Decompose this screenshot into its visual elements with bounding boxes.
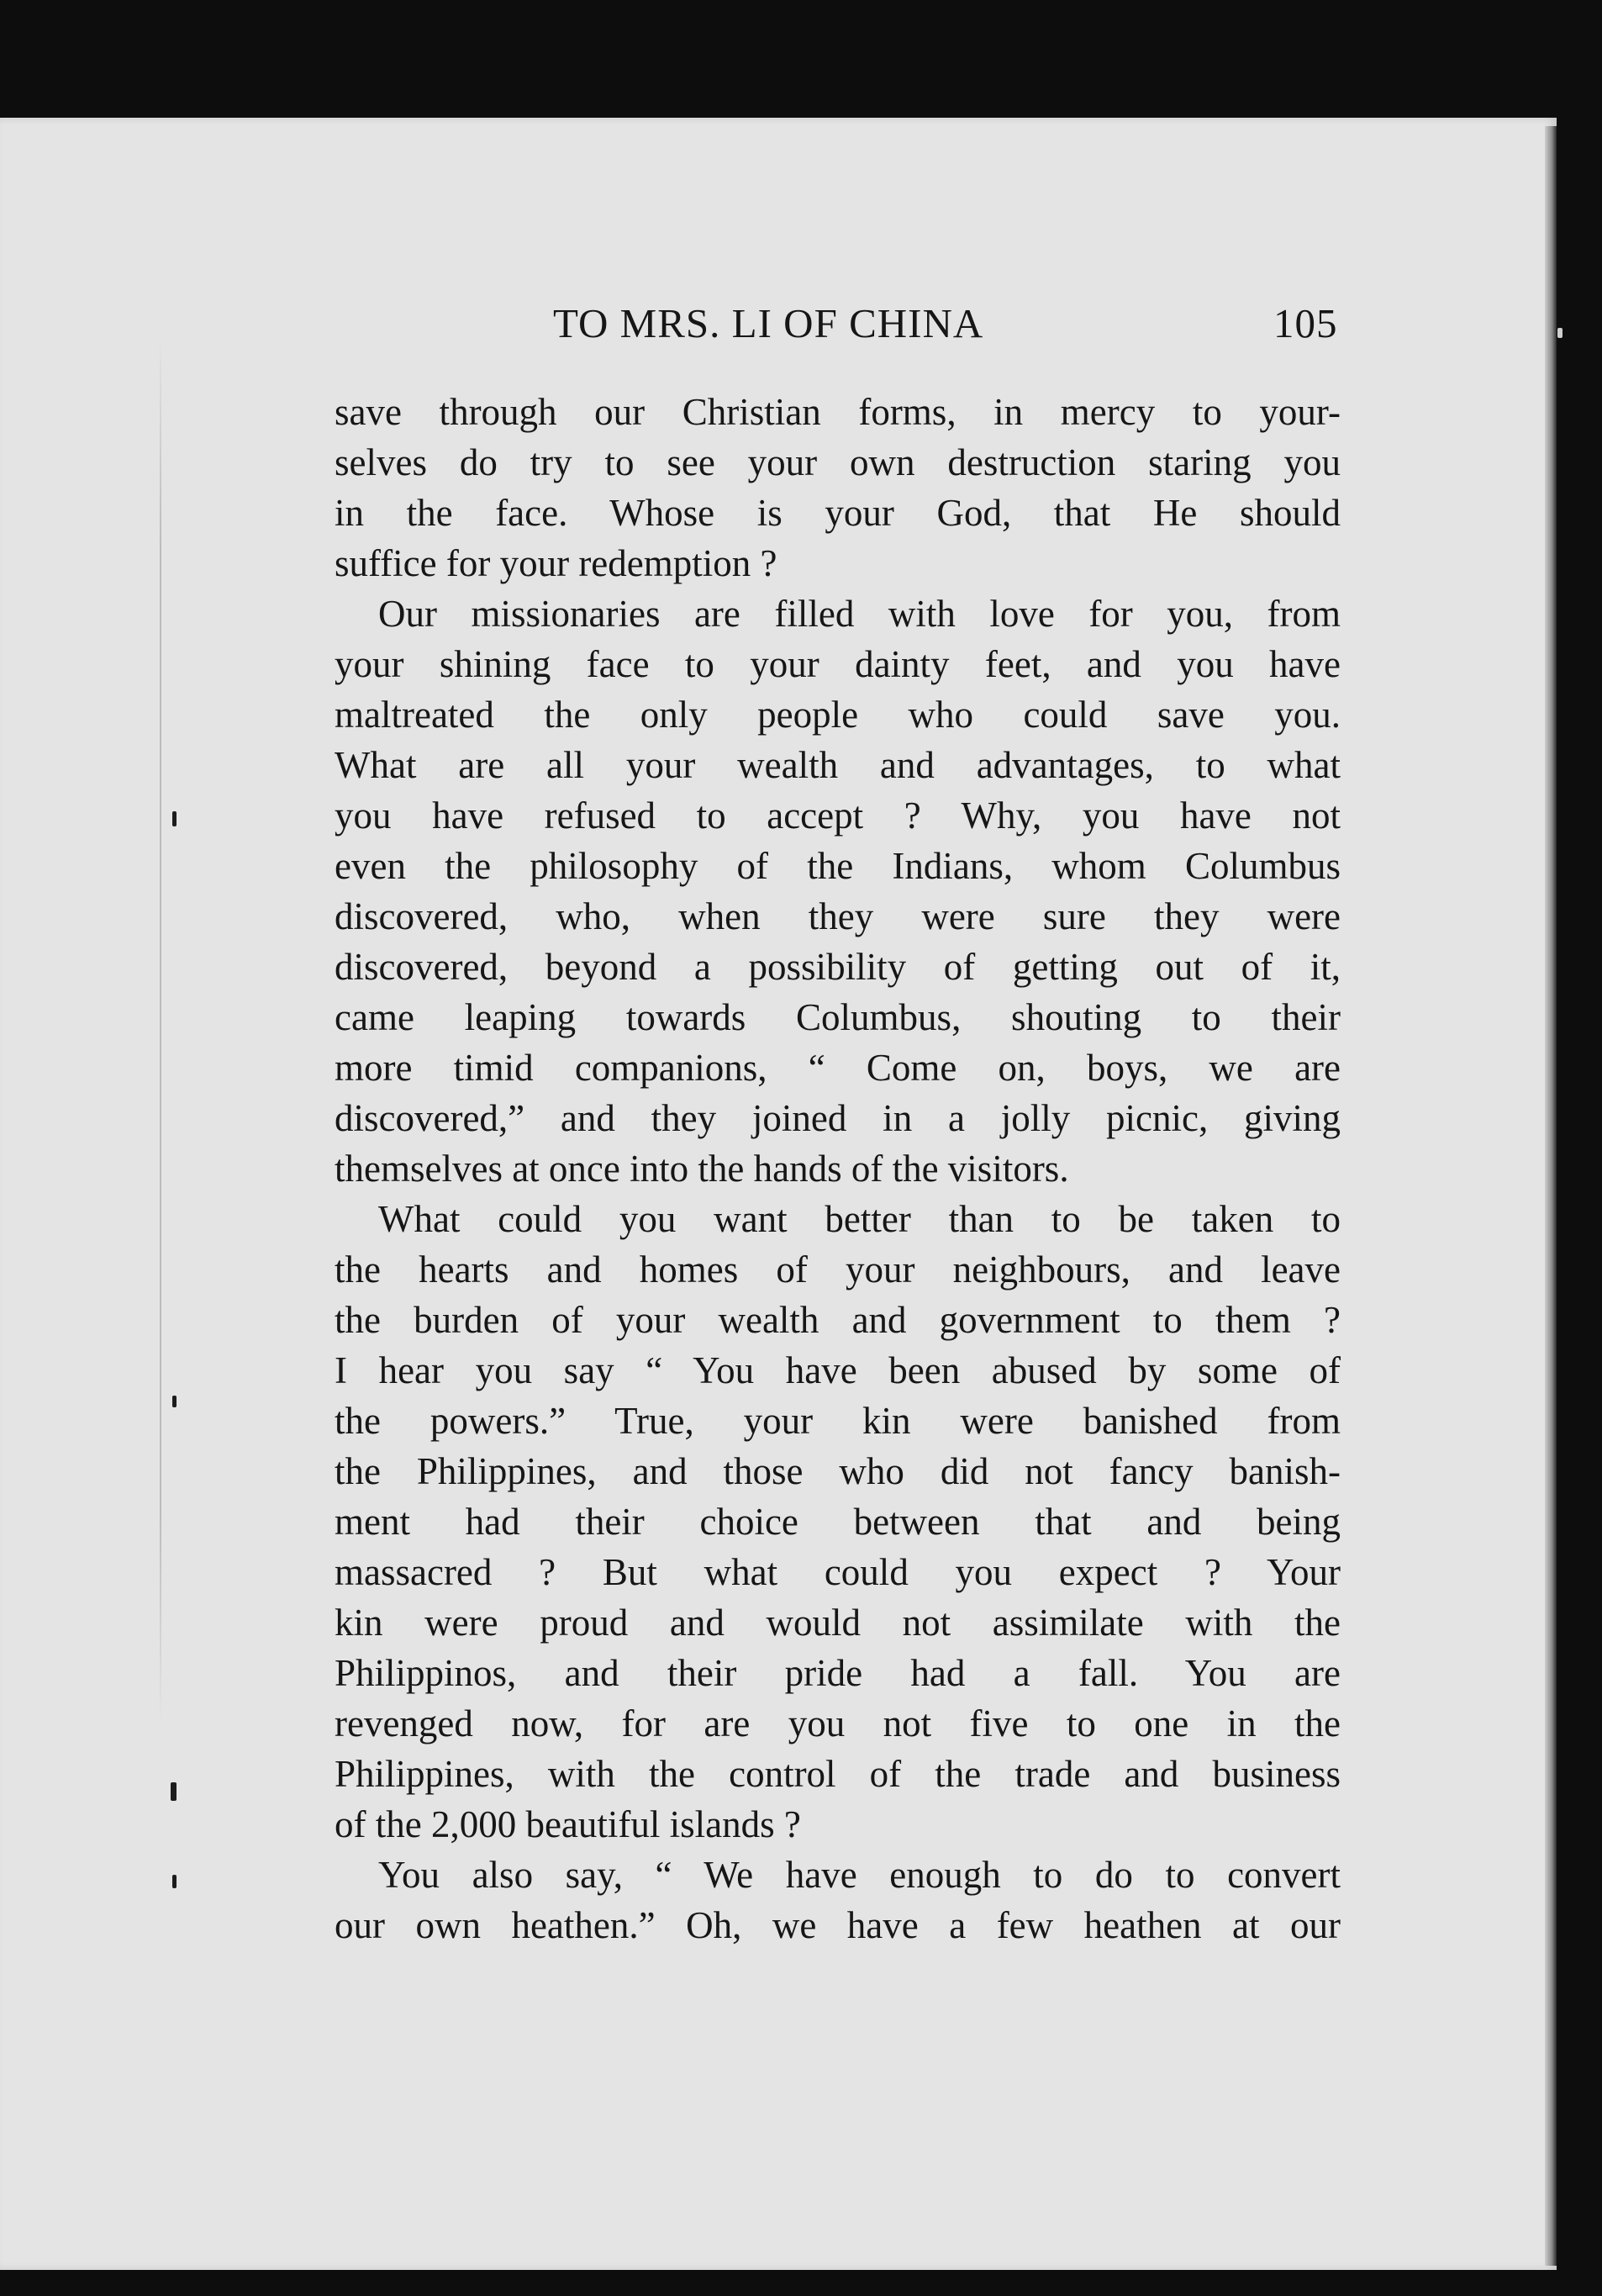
gutter-shadow	[160, 336, 161, 1723]
margin-speck	[1557, 328, 1562, 338]
text-line: What could you want better than to be taken to	[378, 1198, 1341, 1240]
text-line: Our missionaries are filled with love for you, from	[378, 593, 1341, 635]
text-line: in the face. Whose is your God, that He should	[335, 492, 1341, 534]
text-line: your shining face to your dainty feet, and you have	[335, 643, 1341, 685]
text-line: the hearts and homes of your neighbours, and leave	[335, 1248, 1341, 1291]
text-line: suffice for your redemption ?	[335, 542, 777, 584]
text-line: What are all your wealth and advantages, to what	[335, 744, 1341, 786]
paragraph	[335, 1850, 1341, 1950]
paragraph	[335, 589, 1341, 1194]
text-line: Philippinos, and their pride had a fall. You are	[335, 1652, 1341, 1694]
text-line: even the philosophy of the Indians, whom Columbus	[335, 845, 1341, 887]
text-line: of the 2,000 beautiful islands ?	[335, 1803, 801, 1845]
text-line: themselves at once into the hands of the visitors.	[335, 1148, 1069, 1190]
body-text	[335, 387, 1341, 1950]
text-line: discovered, who, when they were sure they were	[335, 895, 1341, 937]
text-line: discovered,” and they joined in a jolly picnic, giving	[335, 1097, 1341, 1139]
running-head-title: TO MRS. LI OF CHINA	[553, 300, 984, 346]
text-line: massacred ? But what could you expect ? Your	[335, 1551, 1341, 1593]
text-line: kin were proud and would not assimilate with the	[335, 1602, 1341, 1644]
running-head	[335, 294, 1343, 353]
margin-speck	[171, 1782, 177, 1801]
text-line: I hear you say “ You have been abused by some of	[335, 1349, 1341, 1391]
text-line: discovered, beyond a possibility of getting out of it,	[335, 946, 1341, 988]
text-line: ment had their choice between that and being	[335, 1501, 1341, 1543]
text-line: the burden of your wealth and government to them ?	[335, 1299, 1341, 1341]
page-edge-shadow	[1545, 126, 1557, 2266]
text-line: Philippines, with the control of the trade and business	[335, 1753, 1341, 1795]
margin-speck	[172, 1875, 177, 1888]
text-line: came leaping towards Columbus, shouting to their	[335, 996, 1341, 1038]
page-number: 105	[1273, 300, 1338, 346]
paragraph	[335, 387, 1341, 589]
paragraph	[335, 1194, 1341, 1850]
text-line: the Philippines, and those who did not fancy banish-	[335, 1450, 1341, 1492]
text-line: more timid companions, “ Come on, boys, we are	[335, 1047, 1341, 1089]
text-line: revenged now, for are you not five to one in the	[335, 1702, 1341, 1744]
text-line: you have refused to accept ? Why, you have not	[335, 794, 1341, 837]
margin-speck	[172, 1396, 177, 1407]
text-line: our own heathen.” Oh, we have a few heathen at our	[335, 1904, 1341, 1946]
text-line: selves do try to see your own destruction staring you	[335, 441, 1341, 483]
text-line: the powers.” True, your kin were banished from	[335, 1400, 1341, 1442]
text-line: save through our Christian forms, in mercy to your-	[335, 391, 1341, 433]
text-line: maltreated the only people who could save you.	[335, 694, 1341, 736]
text-line: You also say, “ We have enough to do to convert	[378, 1854, 1341, 1896]
margin-speck	[172, 811, 177, 826]
